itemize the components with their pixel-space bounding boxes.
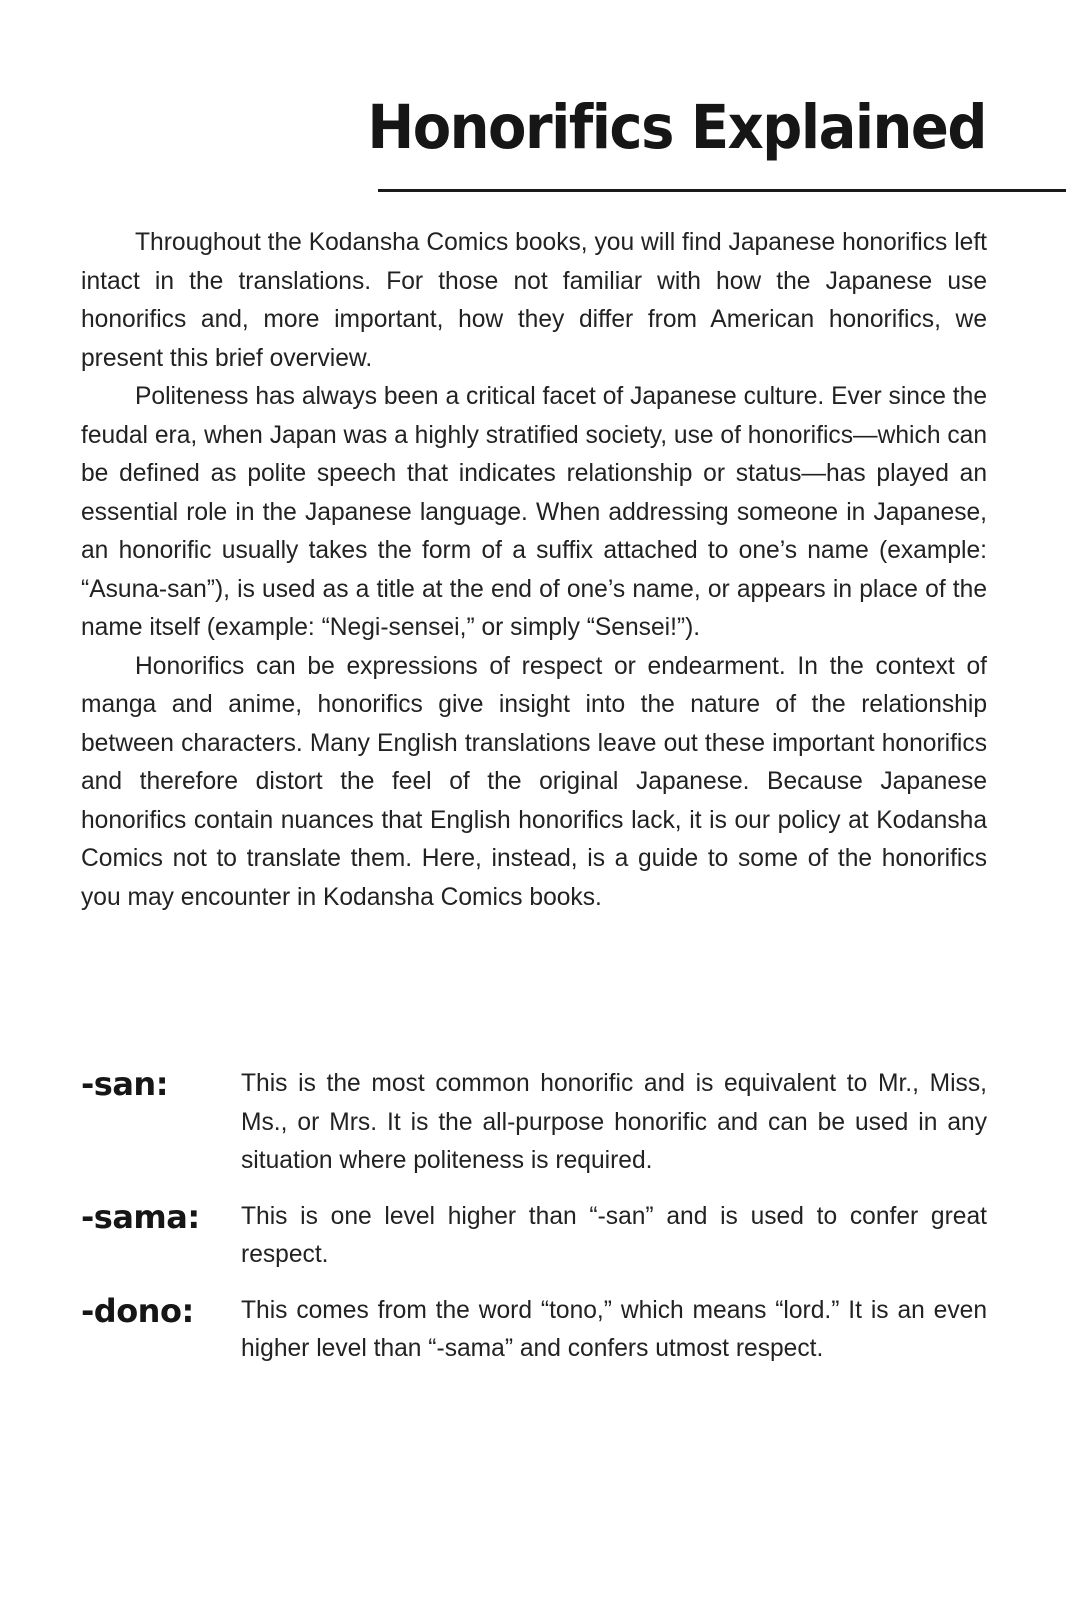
glossary-entry-san <box>81 1065 987 1181</box>
glossary-definition: This is one level higher than “-san” and is used to confer great respect. <box>241 1202 987 1268</box>
glossary-term: -sama: <box>81 1197 200 1236</box>
glossary-definition: This comes from the word “tono,” which means “lord.” It is an even higher level than “-sama” and confers utmost respect. <box>241 1296 987 1362</box>
paragraph-intro: Throughout the Kodansha Comics books, you will find Japanese honorifics left intact in the translations. For those not familiar with how the Japanese use honorifics and, more important, how they differ from American honorifics, we present this brief overview. <box>81 229 987 372</box>
paragraph-expressions: Honorifics can be expressions of respect or endearment. In the context of manga and anime, honorifics give insight into the nature of the relationship between characters. Many English translations leave out these important honorifics and therefore distort the feel of the original Japanese. Because Japanese honorifics contain nuances that English honorifics lack, it is our policy at Kodansha Comics not to translate them. Here, instead, is a guide to some of the honorifics you may encounter in Kodansha Comics books. <box>81 652 987 911</box>
glossary-term: -dono: <box>81 1291 194 1330</box>
glossary-entry-sama <box>81 1198 987 1275</box>
honorifics-glossary <box>81 1065 987 1386</box>
intro-text <box>81 224 987 917</box>
glossary-term: -san: <box>81 1065 168 1103</box>
glossary-entry-dono <box>81 1292 987 1369</box>
glossary-definition: This is the most common honorific and is equivalent to Mr., Miss, Ms., or Mrs. It is the all-purpose honorific and can be used in any situation where politeness is required. <box>241 1070 987 1174</box>
page-title: Honorifics Explained <box>367 92 986 163</box>
title-underline <box>378 189 1066 192</box>
paragraph-politeness: Politeness has always been a critical facet of Japanese culture. Ever since the feudal era, when Japan was a highly stratified society, use of honorifics—which can be defined as polite speech that indicates relationship or status—has played an essential role in the Japanese language. When addressing someone in Japanese, an honorific usually takes the form of a suffix attached to one’s name (example: “Asuna-san”), is used as a title at the end of one’s name, or appears in place of the name itself (example: “Negi-sensei,” or simply “Sensei!”). <box>81 383 987 641</box>
